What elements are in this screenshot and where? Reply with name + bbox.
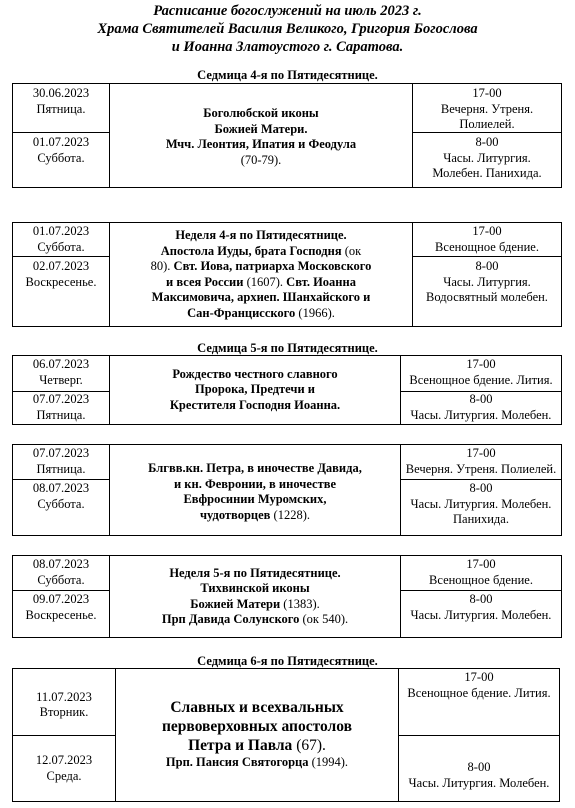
date-cell	[13, 223, 109, 256]
service-line: Водосвятный молебен.	[426, 290, 548, 304]
feast-line: Сан-Францисского (1966).	[187, 305, 335, 320]
date-cell	[13, 132, 109, 187]
service-line: Часы. Литургия. Молебен.	[410, 407, 552, 422]
service-time: 8-00	[469, 592, 493, 606]
service-line: Часы. Литургия. Молебен.	[410, 496, 552, 511]
service-cell	[400, 556, 561, 590]
feast-line: Боголюбской иконы	[203, 106, 319, 120]
date: 01.07.2023	[32, 224, 90, 238]
service-cell	[400, 590, 561, 637]
sedmica-5-heading: Седмица 5-я по Пятидесятнице.	[197, 341, 378, 355]
schedule-block-6	[12, 668, 560, 802]
service-cell	[398, 735, 559, 801]
date: 30.06.2023	[32, 86, 90, 100]
service-line: Всенощное бдение.	[435, 239, 539, 254]
weekday: Воскресенье.	[25, 274, 97, 289]
date: 01.07.2023	[32, 135, 90, 149]
weekday: Пятница.	[36, 101, 86, 116]
date: 07.07.2023	[32, 446, 90, 460]
weekday: Суббота.	[37, 150, 85, 165]
feast-line: Славных и всехвальных	[170, 698, 344, 716]
header-church-line: Храма Святителей Василия Великого, Григория Богослова	[97, 21, 478, 37]
service-cell	[412, 256, 561, 326]
weekday: Четверг.	[39, 372, 83, 387]
schedule-block-3	[12, 355, 562, 425]
service-line: Панихида.	[453, 512, 509, 526]
feast-line: Пророка, Предтечи и	[195, 382, 315, 397]
weekday: Пятница.	[36, 461, 86, 476]
date: 11.07.2023	[36, 689, 92, 704]
schedule-header	[0, 2, 575, 56]
service-cell	[400, 391, 561, 424]
date: 08.07.2023	[32, 481, 90, 495]
feast-line: чудотворцев (1228).	[199, 507, 310, 522]
service-cell	[412, 132, 561, 187]
feast-line: Неделя 5-я по Пятидесятнице.	[169, 565, 341, 580]
feast-line: Прп Давида Солунского (ок 540).	[161, 612, 349, 626]
feast-line: Неделя 4-я по Пятидесятнице.	[175, 228, 347, 242]
feast-line: Божией Матери (1383).	[190, 596, 320, 611]
service-time: 8-00	[475, 135, 499, 149]
feast-line: Блгвв.кн. Петра, в иночестве Давида,	[148, 461, 362, 475]
service-line: Часы. Литургия. Молебен.	[410, 607, 552, 622]
feast-line: Апостола Иуды, брата Господня (ок	[160, 243, 362, 258]
service-time: 17-00	[464, 670, 494, 684]
date: 12.07.2023	[35, 753, 93, 767]
date-cell	[13, 556, 109, 590]
service-cell	[398, 669, 559, 735]
feast-line: и кн. Февронии, в иночестве	[173, 476, 337, 491]
weekday: Среда.	[46, 768, 82, 783]
date-cell	[13, 84, 109, 132]
service-cell	[400, 356, 561, 391]
service-line: Молебен. Панихида.	[432, 166, 542, 180]
feast-line: первоверховных апостолов	[162, 717, 352, 735]
sedmica-6-heading: Седмица 6-я по Пятидесятнице.	[197, 654, 378, 668]
feast-line: Рождество честного славного	[172, 366, 338, 381]
schedule-block-5	[12, 555, 562, 638]
date-cell	[13, 479, 109, 535]
feast-line: и всея России (1607). Свт. Иоанна	[166, 274, 356, 289]
date: 02.07.2023	[32, 259, 90, 273]
service-time: 17-00	[466, 446, 496, 460]
service-line: Вечерня. Утреня.	[440, 101, 534, 116]
service-line: Всенощное бдение.	[429, 572, 533, 587]
date-cell	[13, 669, 115, 735]
service-cell	[400, 479, 561, 535]
feast-line: Петра и Павла (67).	[188, 736, 326, 754]
service-cell	[412, 84, 561, 132]
schedule-block-4	[12, 444, 562, 536]
date-cell	[13, 735, 115, 801]
service-line: Часы. Литургия.	[443, 274, 531, 289]
service-time: 17-00	[466, 557, 496, 571]
service-time: 8-00	[469, 481, 493, 495]
schedule-block-1	[12, 83, 562, 188]
feast-line: Максимовича, архиеп. Шанхайского и	[151, 290, 371, 304]
feast-line: Прп. Пансия Святогорца (1994).	[165, 754, 349, 769]
feast-line: Крестителя Господня Иоанна.	[169, 397, 341, 412]
service-time: 17-00	[466, 357, 496, 371]
date: 06.07.2023	[32, 357, 90, 371]
header-city-line: и Иоанна Златоустого г. Саратова.	[171, 39, 404, 55]
feast-cell	[109, 556, 400, 637]
weekday: Пятница.	[36, 407, 86, 422]
service-time: 8-00	[475, 259, 499, 273]
feast-cell	[115, 669, 398, 801]
service-cell	[412, 223, 561, 256]
date-cell	[13, 356, 109, 391]
feast-line: Тихвинской иконы	[200, 581, 310, 595]
feast-years: (70-79).	[240, 152, 282, 167]
feast-line: 80). Свт. Иова, патриарха Московского	[150, 259, 372, 273]
feast-cell	[109, 445, 400, 535]
service-time: 8-00	[467, 760, 491, 774]
service-line: Всенощное бдение. Лития.	[407, 685, 551, 700]
weekday: Воскресенье.	[25, 607, 97, 622]
feast-cell	[109, 356, 400, 424]
header-title: Расписание богослужений на июль 2023 г.	[153, 3, 422, 19]
sedmica-4-heading: Седмица 4-я по Пятидесятнице.	[197, 68, 378, 82]
service-line: Полиелей.	[459, 117, 515, 131]
date: 09.07.2023	[32, 592, 90, 606]
feast-cell	[109, 84, 412, 187]
service-time: 17-00	[472, 224, 502, 238]
weekday: Суббота.	[37, 239, 85, 254]
weekday: Суббота.	[37, 572, 85, 587]
weekday: Суббота.	[37, 496, 85, 511]
service-line: Всенощное бдение. Лития.	[409, 372, 553, 387]
date-cell	[13, 590, 109, 637]
schedule-block-2	[12, 222, 562, 327]
feast-line: Евфросинии Муромских,	[183, 492, 327, 506]
feast-line: Мчч. Леонтия, Ипатия и Феодула	[165, 137, 357, 151]
date-cell	[13, 256, 109, 326]
weekday: Вторник.	[39, 705, 89, 719]
service-time: 8-00	[469, 392, 493, 406]
service-line: Часы. Литургия.	[443, 150, 531, 165]
date: 07.07.2023	[32, 392, 90, 406]
service-line: Часы. Литургия. Молебен.	[408, 775, 550, 790]
feast-cell	[109, 223, 412, 326]
date-cell	[13, 445, 109, 479]
service-time: 17-00	[472, 86, 502, 100]
date: 08.07.2023	[32, 557, 90, 571]
feast-line: Божией Матери.	[214, 121, 308, 136]
service-line: Вечерня. Утреня. Полиелей.	[405, 461, 557, 476]
date-cell	[13, 391, 109, 424]
service-cell	[400, 445, 561, 479]
